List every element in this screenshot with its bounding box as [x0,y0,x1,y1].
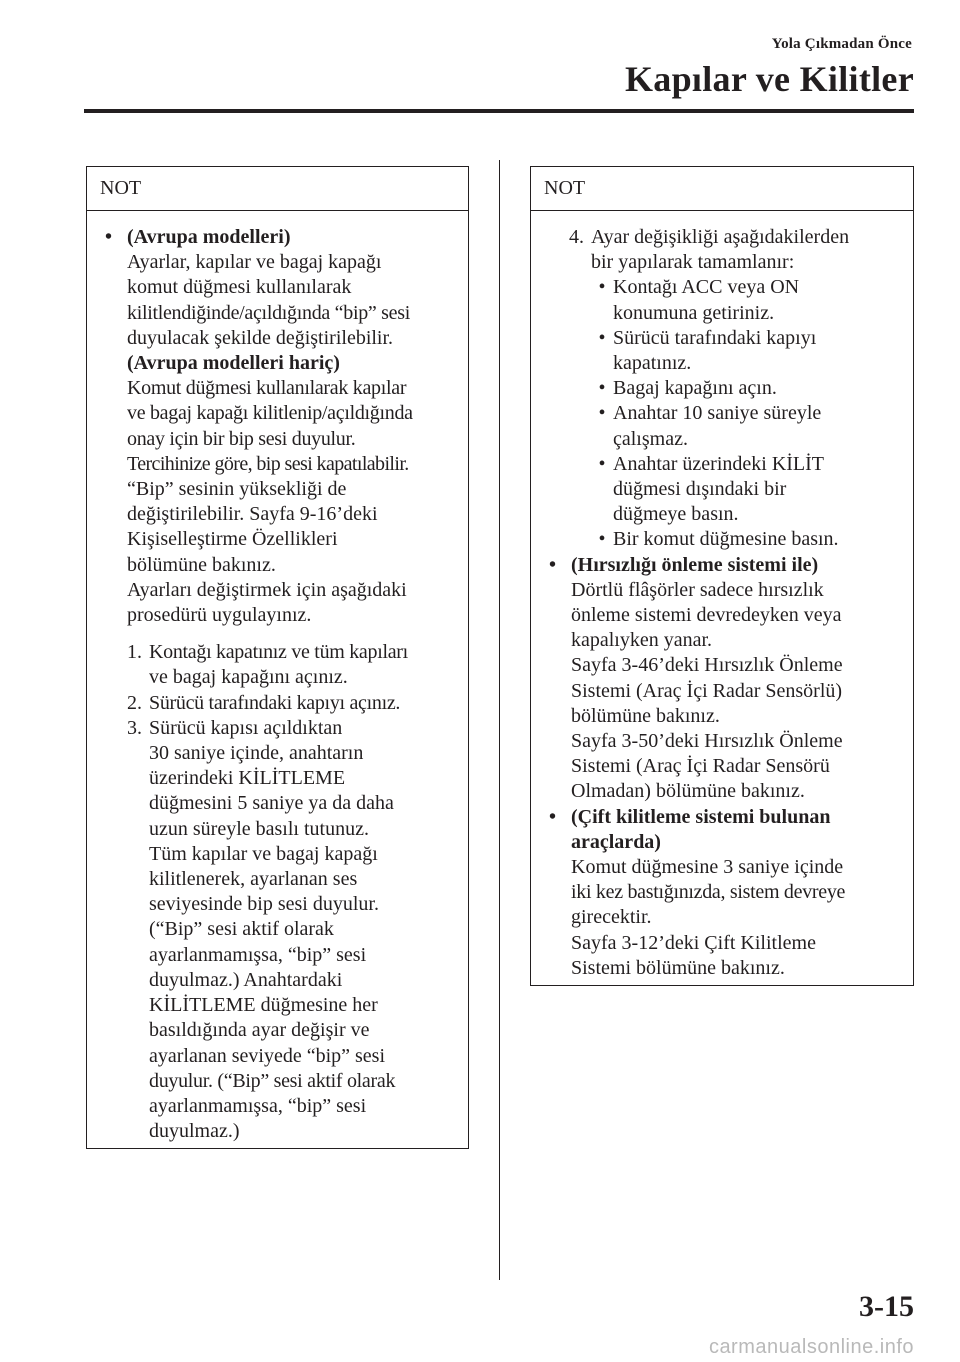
bullet-item [549,553,905,805]
bullet-item [549,805,905,981]
numbered-step [127,716,460,1144]
step-content [149,716,460,1144]
sub-content [613,527,905,552]
bullet-title: (Hırsızlığı önleme sistemi ile) [571,553,819,576]
text-line: KİLİTLEME düğmesine her [149,994,378,1017]
text-line: Komut düğmesi kullanılarak kapılar [127,377,407,400]
note-box-left [86,166,469,1149]
section-label: Yola Çıkmadan Önce [771,36,912,52]
sub-content [613,401,905,451]
sub-content [613,326,905,376]
sub-bullet-dot: • [598,528,606,551]
sub-bullet [591,326,905,376]
text-line: Kontağı kapatınız ve tüm kapıları [149,641,408,664]
bullet-title: araçlarda) [571,830,661,853]
text-line: Sistemi bölümüne bakınız. [571,956,785,979]
text-line: Sayfa 3-50’deki Hırsızlık Önleme [571,730,843,753]
text-line: duyulacak şekilde değiştirilebilir. [127,326,394,349]
note-heading: NOT [87,167,468,211]
text-line: Ayar değişikliği aşağıdakilerden [591,226,850,248]
sub-content [613,376,905,401]
text-line: Ayarları değiştirmek için aşağıdaki [127,578,407,601]
text-line: komut düğmesi kullanılarak [127,276,352,299]
text-line: bir yapılarak tamamlanır: [591,251,795,274]
text-line: Ayarlar, kapılar ve bagaj kapağı [127,251,382,274]
numbered-step [127,691,460,716]
column-divider [499,160,500,1280]
sub-bullet-dot: • [598,452,606,475]
bullet-content [571,805,905,981]
text-line: Anahtar üzerindeki KİLİT [613,452,825,475]
text-line: Sistemi (Araç İçi Radar Sensörü [571,755,830,778]
text-line: kilitlendiğinde/açıldığında “bip” sesi [127,301,410,324]
text-line: önleme sistemi devredeyken veya [571,604,842,627]
text-line: Komut düğmesine 3 saniye içinde [571,856,844,879]
step-number: 1. [127,641,142,664]
bullet-dot: • [549,553,557,576]
text-line: Tüm kapılar ve bagaj kapağı [149,842,378,865]
text-line: 30 saniye içinde, anahtarın [149,742,364,765]
sub-bullet [591,275,905,325]
text-line: Anahtar 10 saniye süreyle [613,402,822,425]
text-line: (“Bip” sesi aktif olarak [149,918,334,941]
note-box-right [530,166,914,986]
text-line: düğmeye basın. [613,503,739,526]
step-number: 3. [127,716,142,739]
text-line: basıldığında ayar değişir ve [149,1019,370,1042]
text-line: duyulmaz.) Anahtardaki [149,968,343,991]
bullet-content [571,553,905,805]
bullet-title: (Avrupa modelleri) [127,226,291,248]
text-line: girecektir. [571,906,652,929]
step-content [149,640,460,690]
step-content [591,225,905,553]
text-line: onay için bir bip sesi duyulur. [127,427,356,450]
text-line: ve bagaj kapağını açınız. [149,666,348,689]
numbered-step [127,640,460,690]
text-line: ayarlanmamışsa, “bip” sesi [149,943,367,966]
text-line: seviyesinde bip sesi duyulur. [149,893,379,916]
text-line: üzerindeki KİLİTLEME [149,767,346,790]
text-line: bölümüne bakınız. [571,704,720,727]
text-line: kapatınız. [613,352,692,375]
text-line: Sayfa 3-12’deki Çift Kilitleme [571,931,816,954]
text-line: Bir komut düğmesine basın. [613,528,839,551]
text-line: konumuna getiriniz. [613,301,775,324]
text-line: Olmadan) bölümüne bakınız. [571,780,805,803]
text-line: düğmesini 5 saniye ya da daha [149,792,394,815]
page-title: Kapılar ve Kilitler [625,59,914,99]
text-line: düğmesi dışındaki bir [613,478,787,501]
text-line: Sürücü tarafındaki kapıyı [613,326,817,349]
watermark: carmanualsonline.info [708,1336,914,1358]
step-number: 4. [569,226,584,248]
text-line: iki kez bastığınızda, sistem devreye [571,881,846,904]
text-line: prosedürü uygulayınız. [127,604,312,627]
text-line: kilitlenerek, ayarlanan ses [149,868,358,891]
step-number: 2. [127,691,142,714]
bullet-dot: • [549,805,557,828]
text-line: Sürücü tarafındaki kapıyı açınız. [149,691,401,714]
sub-bullet [591,527,905,552]
text-line: Sistemi (Araç İçi Radar Sensörlü) [571,679,843,702]
bullet-title: (Avrupa modelleri hariç) [127,352,340,375]
sub-bullet-dot: • [598,276,606,299]
sub-bullet-dot: • [598,402,606,425]
sub-content [613,452,905,528]
sub-bullet-dot: • [598,377,606,400]
text-line: duyulmaz.) [149,1120,240,1143]
bullet-title: (Çift kilitleme sistemi bulunan [571,805,831,828]
bullet-item [105,225,460,1144]
numbered-step [569,225,905,553]
text-line: değiştirilebilir. Sayfa 9-16’deki [127,503,378,526]
note-body [531,211,913,981]
text-line: bölümüne bakınız. [127,553,276,576]
spacer [127,628,460,640]
text-line: ve bagaj kapağı kilitlenip/açıldığında [127,402,413,425]
text-line: “Bip” sesinin yüksekliği de [127,478,347,501]
sub-bullet [591,376,905,401]
sub-bullet-dot: • [598,326,606,349]
header-rule [84,109,914,113]
sub-content [613,275,905,325]
step-continued [549,225,905,553]
text-line: kapalıyken yanar. [571,629,713,652]
text-line: Bagaj kapağını açın. [613,377,777,400]
text-line: ayarlanan seviyede “bip” sesi [149,1044,386,1067]
note-body [87,211,468,1144]
text-line: Dörtlü flâşörler sadece hırsızlık [571,578,824,601]
text-line: Sürücü kapısı açıldıktan [149,716,343,739]
page-number: 3-15 [859,1290,914,1323]
note-heading: NOT [531,167,913,211]
text-line: duyulur. (“Bip” sesi aktif olarak [149,1069,396,1092]
bullet-content [127,225,460,1144]
text-line: Kişiselleştirme Özellikleri [127,528,338,551]
step-content [149,691,460,716]
text-line: Tercihinize göre, bip sesi kapatılabilir. [127,452,409,475]
text-line: ayarlanmamışsa, “bip” sesi [149,1094,367,1117]
bullet-dot: • [105,226,113,248]
sub-bullet [591,452,905,528]
text-line: uzun süreyle basılı tutunuz. [149,817,369,840]
text-line: Sayfa 3-46’deki Hırsızlık Önleme [571,654,843,677]
sub-bullet [591,401,905,451]
text-line: Kontağı ACC veya ON [613,276,800,299]
text-line: çalışmaz. [613,427,688,450]
